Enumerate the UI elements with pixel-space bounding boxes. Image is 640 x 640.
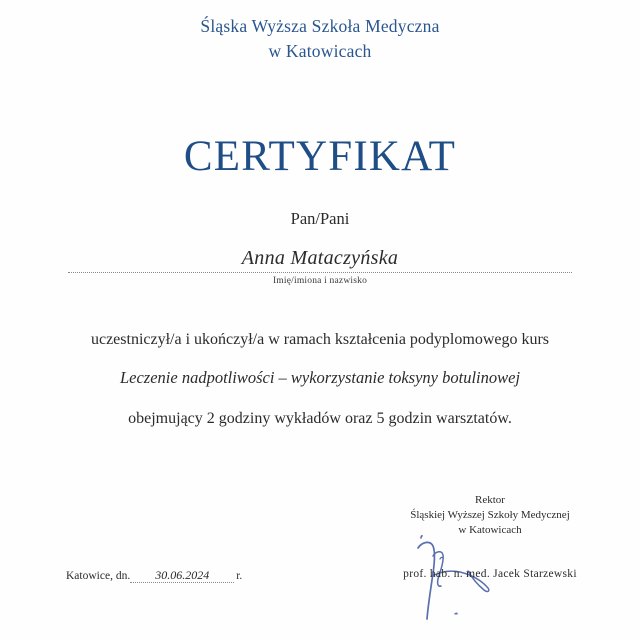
institution-line-1: Śląska Wyższa Szkoła Medyczna: [200, 16, 440, 36]
date-field: [66, 570, 286, 582]
certificate-body: [0, 330, 640, 428]
institution-header: [0, 14, 640, 64]
date-value: 30.06.2024: [155, 568, 210, 582]
signatory-organization: Śląskiej Wyższej Szkoły Medycznej: [410, 509, 570, 521]
signature-block: [360, 490, 620, 580]
recipient-field: [0, 246, 640, 286]
signatory-role: Rektor: [475, 494, 505, 506]
date-dotted-rule: [130, 582, 234, 583]
body-statement: uczestniczył/a i ukończył/a w ramach kształcenia podyplomowego kurs: [90, 331, 550, 348]
certificate-title: CERTYFIKAT: [183, 133, 457, 180]
signatory-city: w Katowicach: [458, 524, 522, 536]
salutation-text: Pan/Pani: [290, 209, 350, 228]
recipient-name: Anna Mataczyńska: [241, 247, 399, 269]
recipient-dotted-rule: [68, 272, 572, 273]
date-label: Katowice, dn.: [66, 570, 131, 582]
recipient-field-caption: Imię/imiona i nazwisko: [272, 276, 368, 286]
date-suffix: r.: [236, 570, 243, 582]
institution-line-2: w Katowicach: [268, 41, 372, 61]
course-hours: obejmujący 2 godziny wykładów oraz 5 godzin warsztatów.: [128, 410, 512, 427]
signatory-name: prof. hab. n. med. Jacek Starzewski: [403, 568, 577, 580]
course-title: Leczenie nadpotliwości – wykorzystanie toksyny botulinowej: [119, 368, 521, 387]
